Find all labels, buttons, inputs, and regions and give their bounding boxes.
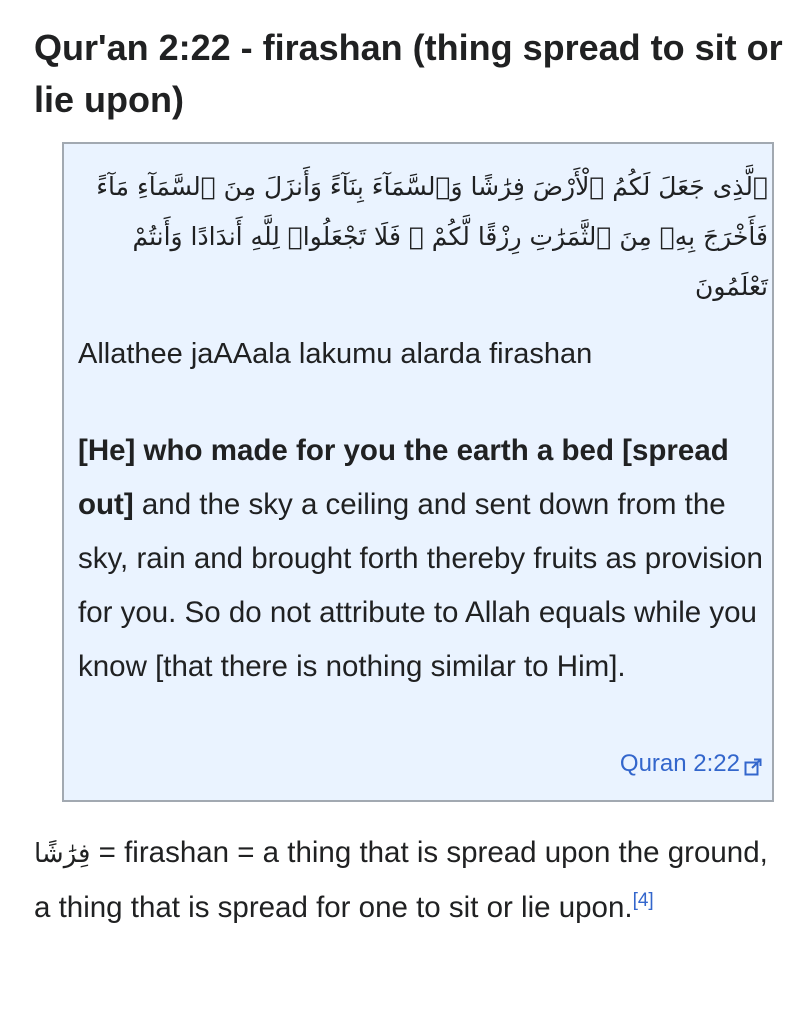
external-link-icon xyxy=(744,755,762,773)
citation-label: Quran 2:22 xyxy=(619,750,740,777)
reference-link[interactable]: [4] xyxy=(632,890,654,912)
citation-link[interactable] xyxy=(620,750,762,778)
translation-bold: [He] who made for you the earth a bed [spread out] xyxy=(78,434,729,521)
definition-text: = firashan = a thing that is spread upon the ground, a thing that is spread for one to sit or lie upon. xyxy=(34,836,768,924)
translation xyxy=(78,424,768,694)
translation-rest: and the sky a ceiling and sent down from the sky, rain and brought forth thereby fruits as provision for you. So do not attribute to Allah equals while you know [that there is nothing similar to Him]. xyxy=(78,488,763,683)
definition-paragraph xyxy=(34,826,774,935)
transliteration: Allathee jaAAala lakumu alarda firashan xyxy=(78,338,593,370)
quote-box xyxy=(62,142,774,802)
arabic-verse: ٱلَّذِى جَعَلَ لَكُمُ ٱلْأَرْضَ فِرَٰشًا وَٱلسَّمَآءَ بِنَآءً وَأَنزَلَ مِنَ ٱلسَّمَآءِ مَآءً فَأَخْرَجَ بِهِۦ مِنَ ٱلثَّمَرَٰتِ رِزْقًا لَّكُمْ ۖ فَلَا تَجْعَلُوا۟ لِلَّهِ أَندَادًا وَأَنتُمْ تَعْلَمُونَ xyxy=(96,172,768,301)
definition-arabic-word: فِرَٰشًا xyxy=(34,839,91,869)
section-heading: Qur'an 2:22 - firashan (thing spread to sit or lie upon) xyxy=(34,27,783,120)
